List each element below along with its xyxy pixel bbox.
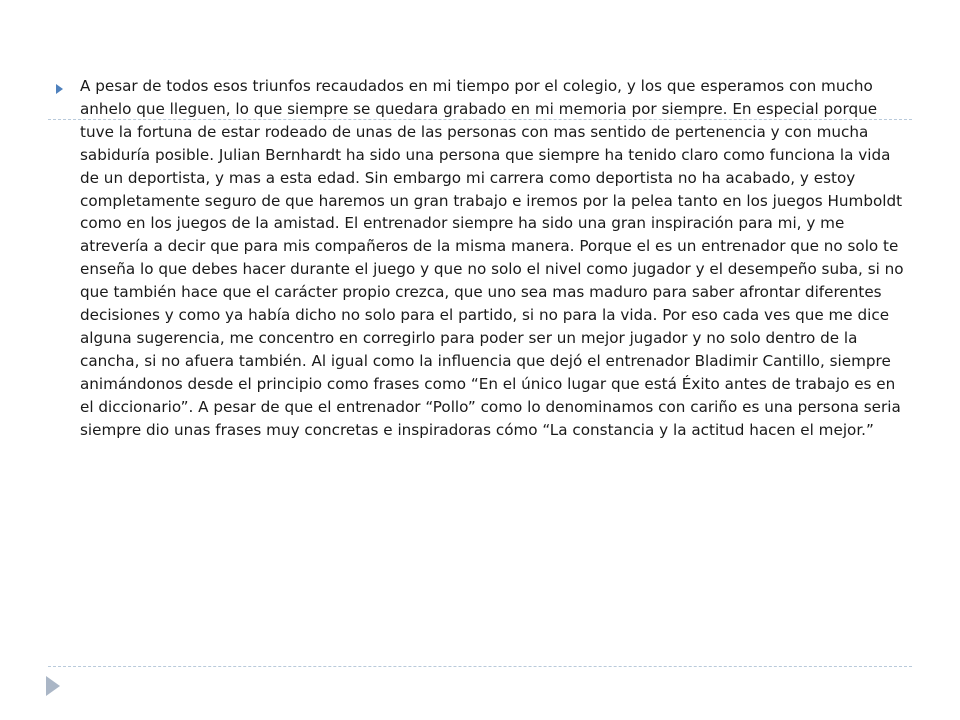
triangle-corner-icon — [46, 676, 60, 696]
bullet-paragraph: A pesar de todos esos triunfos recaudados en mi tiempo por el colegio, y los que esperamos con mucho anhelo que lleguen, lo que siempre se quedara grabado en mi memoria por siempre. En especial porque tuve la fortuna de estar rodeado de unas de las personas con mas sentido de pertenencia y con mucha sabiduría posible. Julian Bernhardt ha sido una persona que siempre ha tenido claro como funciona la vida de un deportista, y mas a esta edad. Sin embargo mi carrera como deportista no ha acabado, y estoy completamente seguro de que haremos un gran trabajo e iremos por la pelea tanto en los juegos Humboldt como en los juegos de la amistad. El entrenador siempre ha sido una gran inspiración para mi, y me atrevería a decir que para mis compañeros de la misma manera. Porque el es un entrenador que no solo te enseña lo que debes hacer durante el juego y que no solo el nivel como jugador y el desempeño suba, si no que también hace que el carácter propio crezca, que uno sea mas maduro para saber afrontar diferentes decisiones y como ya había dicho no solo para el partido, si no para la vida. Por eso cada ves que me dice alguna sugerencia, me concentro en corregirlo para poder ser un mejor jugador y no solo dentro de la cancha, si no afuera también. Al igual como la influencia que dejó el entrenador Bladimir Cantillo, siempre animándonos desde el principio como frases como “En el único lugar que está Éxito antes de trabajo es en el diccionario”. A pesar de que el entrenador “Pollo” como lo denominamos con cariño es una persona seria siempre dio unas frases muy concretas e inspiradoras cómo “La constancia y la actitud hacen el mejor.” — [80, 77, 904, 439]
bottom-dashed-divider — [48, 666, 912, 667]
triangle-bullet-icon — [56, 84, 63, 94]
